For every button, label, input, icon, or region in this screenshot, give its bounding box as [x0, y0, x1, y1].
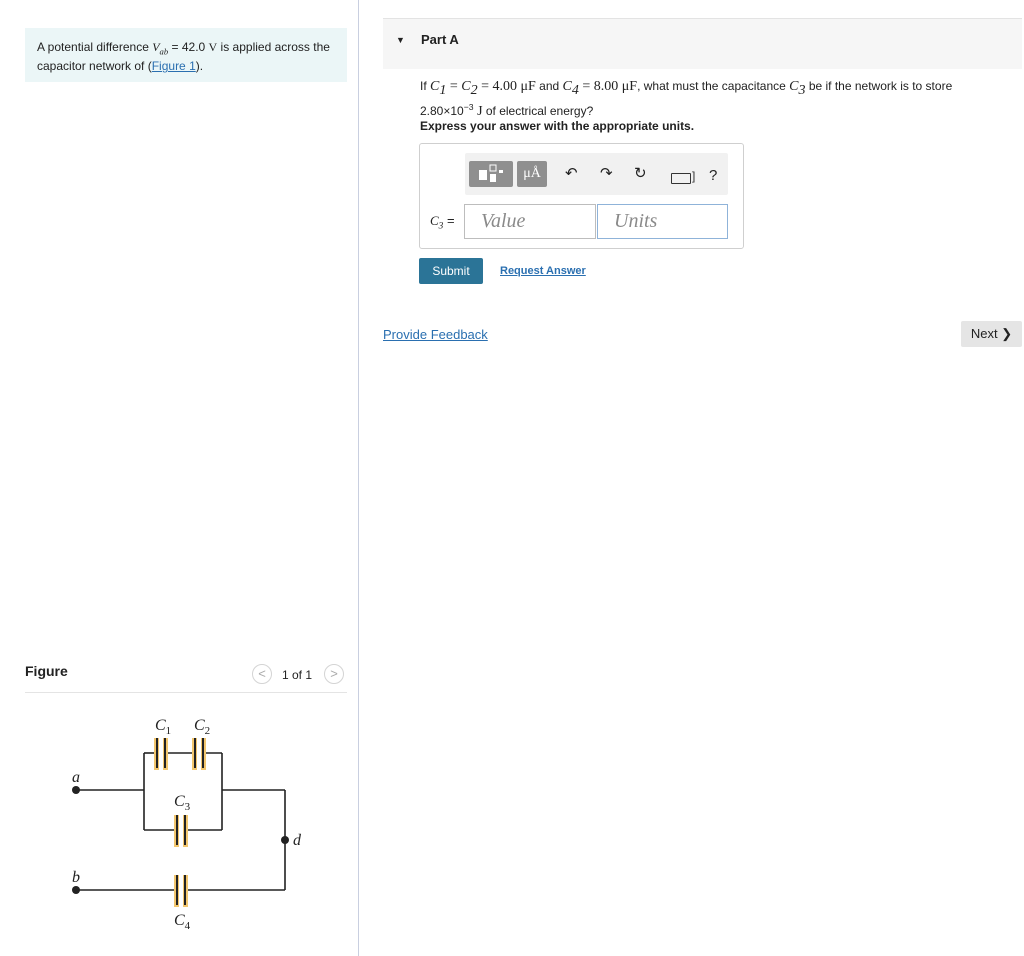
label-c4: $C_4$: [174, 912, 191, 932]
problem-intro: A potential difference $V_{ab} = 42.0$ V is applied across the capacitor network of (Figure 1).: [25, 28, 347, 82]
terminal-a: [72, 786, 80, 794]
capacitor-c4: [174, 875, 188, 907]
part-header[interactable]: [383, 19, 1022, 69]
help-icon[interactable]: ?: [709, 167, 718, 184]
vab-symbol: $V_{ab}$: [152, 40, 169, 57]
caret-down-icon[interactable]: ▼: [396, 35, 405, 45]
capacitor-c3: [174, 815, 188, 847]
part-title[interactable]: Part A: [421, 32, 459, 47]
terminal-b: [72, 886, 80, 894]
instruction-text: Express your answer with the appropriate units.: [420, 119, 695, 133]
next-button[interactable]: Next ❯: [961, 321, 1022, 347]
submit-button[interactable]: Submit: [419, 258, 483, 284]
intro-text-2: is applied across the capacitor network of (: [37, 40, 330, 74]
question-text: If $C_1 = C_2 = 4.00$ μF and $C_4 = 8.00$ μF, what must the capacitance $C_3$ be if the network is to store $2.80\times 10^{-3}$ J of electrical energy?: [420, 79, 953, 119]
reset-icon[interactable]: ↻: [634, 165, 647, 182]
label-a: a: [72, 769, 80, 786]
intro-value: = 42.0: [168, 40, 209, 54]
capacitor-c1: [154, 738, 168, 770]
chevron-left-icon[interactable]: <: [252, 664, 272, 684]
figure-counter: 1 of 1: [282, 668, 313, 682]
figure-link[interactable]: Figure 1: [151, 59, 196, 74]
panel-divider: [358, 0, 359, 956]
chevron-right-icon[interactable]: >: [324, 664, 344, 684]
label-b: b: [72, 869, 80, 886]
keyboard-icon-bracket: ]: [692, 169, 696, 183]
redo-icon[interactable]: ↷: [600, 165, 613, 182]
intro-unit: V: [208, 40, 218, 54]
figure-divider: [25, 692, 347, 693]
math-toolbar: [465, 153, 728, 195]
label-c3: $C_3$: [174, 793, 191, 813]
circuit-wires: [76, 753, 285, 890]
request-answer-link[interactable]: Request Answer: [500, 265, 586, 277]
keyboard-icon[interactable]: [671, 173, 691, 184]
label-c1: $C_1$: [155, 717, 172, 737]
label-c2: $C_2$: [194, 717, 211, 737]
label-d: d: [293, 832, 301, 849]
undo-icon[interactable]: ↶: [565, 165, 578, 182]
units-button[interactable]: μÅ: [517, 161, 547, 187]
provide-feedback-link[interactable]: Provide Feedback: [383, 327, 488, 342]
units-input[interactable]: [597, 204, 728, 239]
value-input[interactable]: [464, 204, 596, 239]
template-icon[interactable]: [469, 161, 513, 187]
figure-pagination: [252, 664, 346, 686]
terminal-d: [281, 836, 289, 844]
intro-text: A potential difference: [37, 40, 153, 54]
figure-title: Figure: [25, 663, 68, 679]
capacitor-circuit-diagram: [60, 705, 320, 940]
answer-variable-label: $C_3$ =: [430, 213, 455, 232]
left-panel: [0, 0, 358, 956]
capacitor-c2: [192, 738, 206, 770]
